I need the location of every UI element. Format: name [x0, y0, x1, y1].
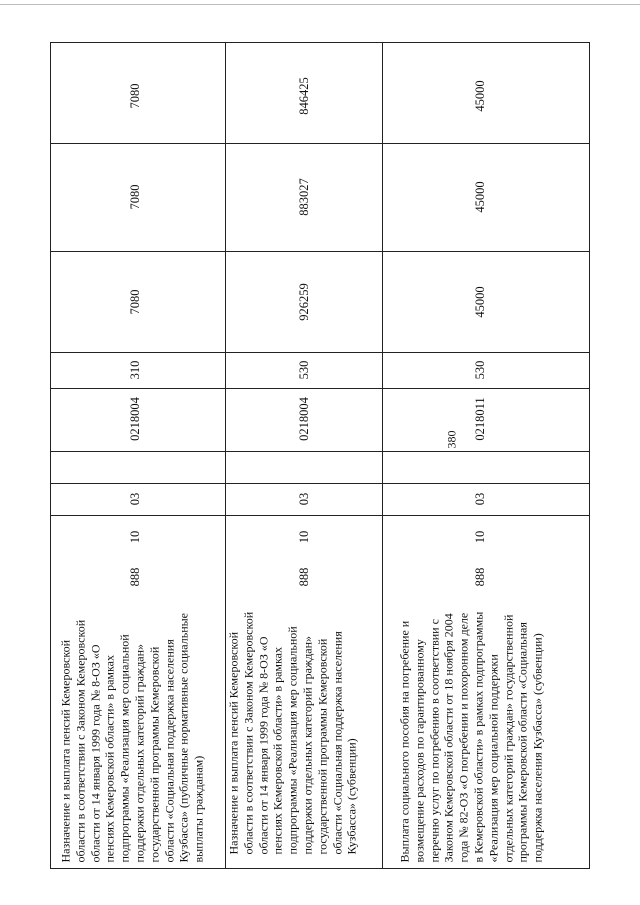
row-divider — [382, 43, 383, 868]
row1-v2: 7080 — [128, 184, 142, 210]
row3-expense: 530 — [473, 360, 487, 380]
row3-code3: 03 — [473, 492, 487, 506]
row1-target: 0218004 — [128, 397, 142, 441]
row3-code1: 888 — [473, 567, 487, 587]
col-divider — [51, 143, 589, 144]
row2-target: 0218004 — [297, 397, 311, 441]
row3-target: 0218011 — [473, 397, 487, 441]
row1-code3: 03 — [128, 492, 142, 506]
row2-v1: 926259 — [297, 283, 311, 321]
col-divider — [51, 251, 589, 252]
row3-v2: 45000 — [473, 181, 487, 213]
row2-code2: 10 — [297, 530, 311, 544]
row1-v1: 7080 — [128, 289, 142, 315]
row3-code2: 10 — [473, 530, 487, 544]
row3-v1: 45000 — [473, 286, 487, 318]
row1-code2: 10 — [128, 530, 142, 544]
row2-code1: 888 — [297, 567, 311, 587]
row2-description: Назначение и выплата пенсий Кемеровской области в соответствии с Законом Кемеровской области от 14 января 1999 года № 8-ОЗ «О пенсиях Кемеровской области» в рамках подпрограммы «Реализация мер социальной поддержки отдельных категорий граждан» государственной программы Кемеровской области «Социальная поддержка населения Кузбасса» (субвенции) — [226, 611, 359, 855]
row1-expense: 310 — [128, 360, 142, 380]
row1-description: Назначение и выплата пенсий Кемеровской области в соответствии с Законом Кемеровской области от 14 января 1999 года № 8-ОЗ «О пенсиях Кемеровской области» в рамках подпрограммы «Реализация мер социальной поддержки отдельных категорий граждан» государственной программы Кемеровской области «Социальная поддержка населения Кузбасса» (публичные нормативные социальные выплаты гражданам) — [58, 612, 206, 863]
budget-table — [50, 42, 590, 869]
page-number-text: 380 — [444, 430, 459, 449]
row3-v3: 45000 — [473, 80, 487, 112]
row2-expense: 530 — [297, 360, 311, 380]
row2-v2: 883027 — [297, 178, 311, 216]
top-rule — [0, 4, 640, 5]
row2-code3: 03 — [297, 492, 311, 506]
row1-code1: 888 — [128, 567, 142, 587]
row1-v3: 7080 — [128, 83, 142, 109]
row2-v3: 846425 — [297, 77, 311, 115]
row3-description: Выплата социального пособия на погребение и возмещение расходов по гарантированному перечню услуг по погребению в соответствии с Законом Кемеровской области от 18 ноября 2004 года № 82-ОЗ «О погребении и похоронном деле в Кемеровской области» в рамках подпрограммы «Реализация мер социальной поддержки отдельных категорий граждан» государственной программы Кемеровской области «Социальная поддержка населения Кузбасса» (субвенции) — [397, 611, 545, 863]
